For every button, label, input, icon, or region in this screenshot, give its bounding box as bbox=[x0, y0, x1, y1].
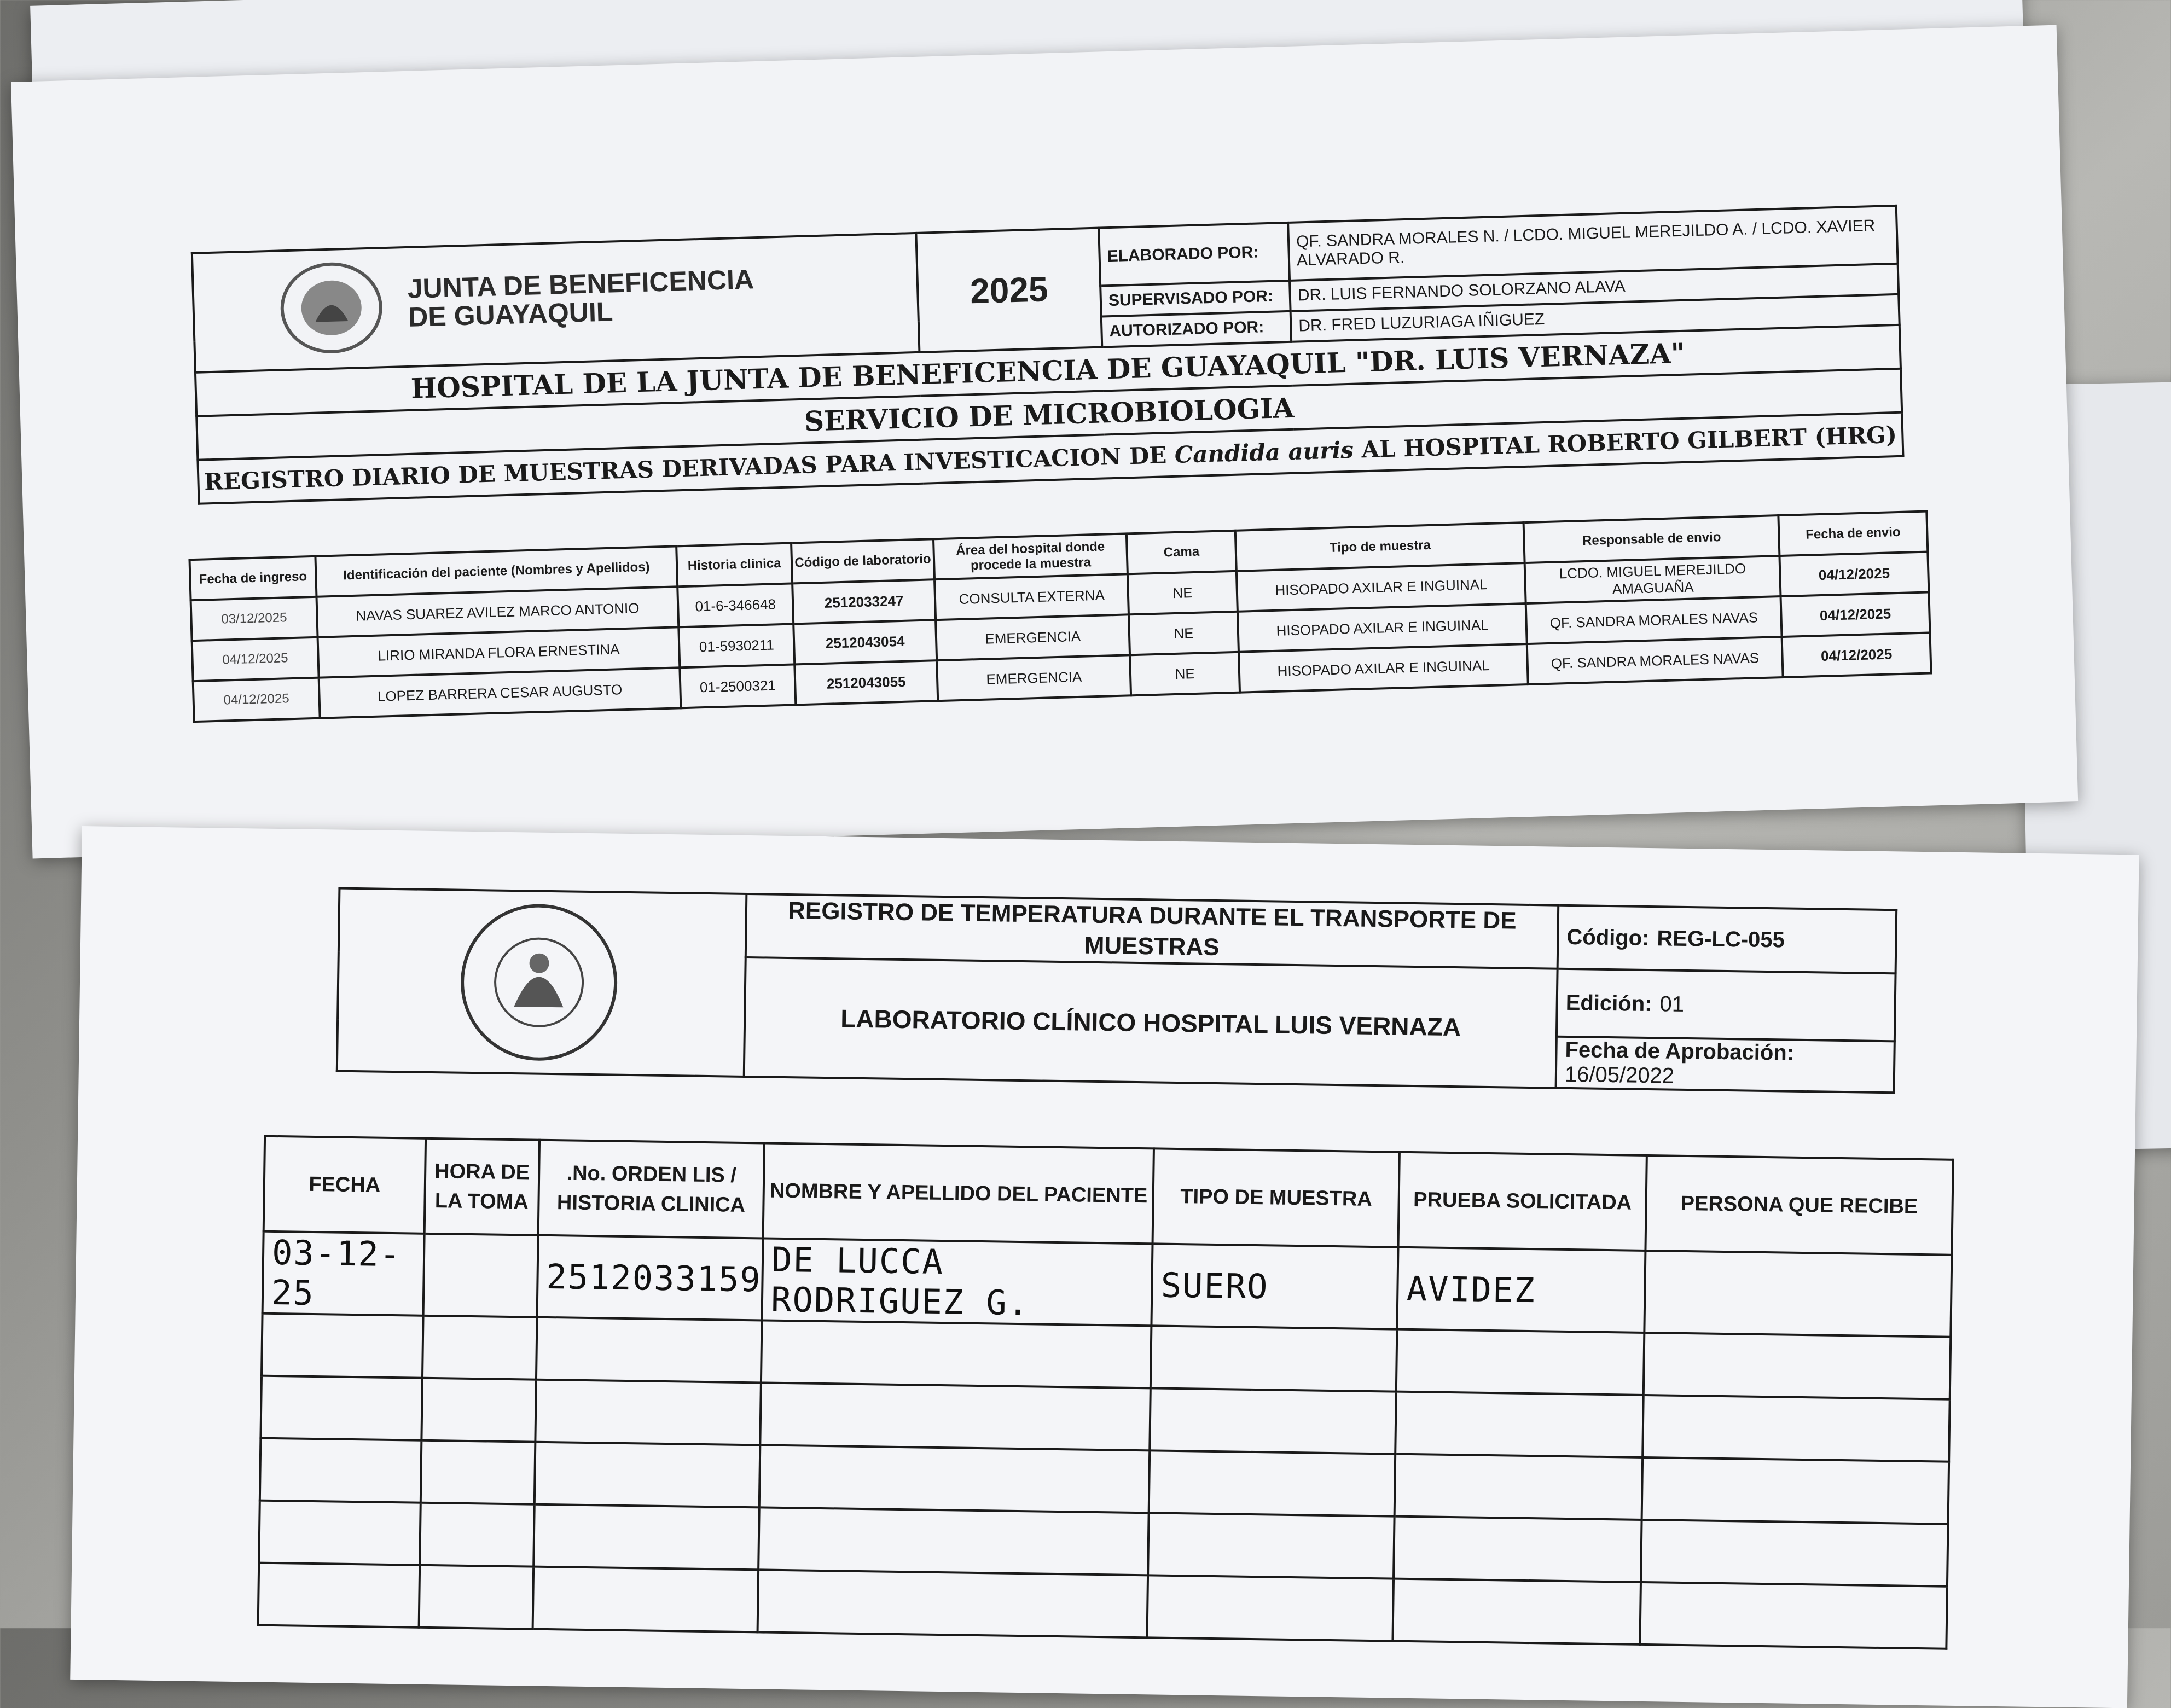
empty-cell bbox=[1149, 1450, 1396, 1516]
table-cell: 2512043055 bbox=[794, 660, 938, 705]
table-cell: 01-2500321 bbox=[680, 664, 796, 708]
beneficencia-seal-icon bbox=[453, 897, 625, 1068]
empty-cell bbox=[422, 1316, 537, 1380]
empty-cell bbox=[1641, 1457, 1949, 1524]
samples-col-header: Responsable de envio bbox=[1524, 515, 1780, 563]
empty-cell bbox=[421, 1378, 536, 1442]
samples-col-header: Código de laboratorio bbox=[791, 539, 935, 583]
temperature-form-header bbox=[336, 887, 1897, 1094]
table-cell: QF. SANDRA MORALES NAVAS bbox=[1526, 596, 1782, 644]
register-title: REGISTRO DIARIO DE MUESTRAS DERIVADAS PARA INVESTICACION DE Candida auris AL HOSPITAL ROBERTO GILBERT (HRG) bbox=[198, 413, 1903, 504]
empty-cell bbox=[758, 1507, 1149, 1575]
table-cell: QF. SANDRA MORALES NAVAS bbox=[1527, 637, 1783, 684]
fecha-aprobacion-value: 16/05/2022 bbox=[1564, 1062, 1675, 1088]
seal-block bbox=[337, 888, 747, 1077]
handwritten-cell: SUERO bbox=[1152, 1244, 1398, 1329]
empty-cell bbox=[1394, 1517, 1641, 1582]
empty-cell bbox=[419, 1565, 533, 1629]
table-cell: EMERGENCIA bbox=[936, 614, 1130, 660]
table-cell: LIRIO MIRANDA FLORA ERNESTINA bbox=[317, 627, 680, 677]
empty-cell bbox=[260, 1438, 421, 1503]
species-name: Candida auris bbox=[1174, 436, 1354, 468]
temperature-col-header: TIPO DE MUESTRA bbox=[1153, 1148, 1400, 1247]
top-form-header bbox=[191, 205, 1905, 505]
table-cell: HISOPADO AXILAR E INGUINAL bbox=[1239, 644, 1528, 693]
edicion-value: 01 bbox=[1659, 991, 1685, 1016]
beneficencia-seal-icon bbox=[275, 260, 387, 356]
samples-col-header: Fecha de ingreso bbox=[190, 556, 317, 600]
empty-cell bbox=[259, 1501, 420, 1565]
empty-cell bbox=[1641, 1520, 1948, 1587]
supervisado-value: DR. LUIS FERNANDO SOLORZANO ALAVA bbox=[1290, 264, 1899, 311]
temperature-col-header: PRUEBA SOLICITADA bbox=[1398, 1152, 1647, 1251]
table-cell: HISOPADO AXILAR E INGUINAL bbox=[1237, 563, 1526, 612]
temperature-form-title: REGISTRO DE TEMPERATURA DURANTE EL TRANSPORTE DE MUESTRAS bbox=[746, 894, 1558, 969]
temperature-col-header: HORA DE LA TOMA bbox=[425, 1138, 539, 1235]
empty-cell bbox=[258, 1563, 420, 1628]
table-cell: 2512043054 bbox=[793, 620, 937, 664]
handwritten-cell: DE LUCCA RODRIGUEZ G. bbox=[762, 1238, 1153, 1326]
samples-col-header: Tipo de muestra bbox=[1235, 522, 1525, 571]
empty-cell bbox=[1147, 1575, 1394, 1641]
table-cell: 04/12/2025 bbox=[1781, 592, 1930, 637]
codigo-cell: Código: REG-LC-055 bbox=[1558, 905, 1897, 974]
org-name-line2: DE GUAYAQUIL bbox=[408, 296, 614, 333]
table-cell: LOPEZ BARRERA CESAR AUGUSTO bbox=[318, 667, 681, 718]
table-cell: CONSULTA EXTERNA bbox=[934, 574, 1129, 620]
elaborado-value: QF. SANDRA MORALES N. / LCDO. MIGUEL MEREJILDO A. / LCDO. XAVIER ALVARADO R. bbox=[1288, 206, 1898, 281]
table-cell: 01-5930211 bbox=[679, 624, 794, 667]
table-cell: 04/12/2025 bbox=[1780, 552, 1929, 597]
org-name-line1: JUNTA DE BENEFICENCIA bbox=[407, 264, 754, 304]
handwritten-cell: 03-12-25 bbox=[263, 1231, 425, 1316]
samples-col-header: Área del hospital donde procede la muestra bbox=[933, 533, 1128, 579]
temperature-col-header: NOMBRE Y APELLIDO DEL PACIENTE bbox=[763, 1143, 1154, 1244]
empty-cell bbox=[758, 1570, 1148, 1637]
codigo-value: REG-LC-055 bbox=[1657, 926, 1785, 952]
autorizado-label: AUTORIZADO POR: bbox=[1101, 311, 1291, 347]
empty-cell bbox=[761, 1382, 1151, 1450]
empty-cell bbox=[1396, 1392, 1644, 1457]
samples-col-header: Historia clinica bbox=[677, 543, 792, 587]
samples-table bbox=[188, 510, 1932, 723]
temperature-col-header: FECHA bbox=[264, 1136, 426, 1234]
service-title: SERVICIO DE MICROBIOLOGIA bbox=[196, 369, 1902, 460]
temperature-log-table bbox=[257, 1135, 1954, 1650]
empty-cell bbox=[1643, 1333, 1951, 1399]
hospital-title: HOSPITAL DE LA JUNTA DE BENEFICENCIA DE GUAYAQUIL "DR. LUIS VERNAZA" bbox=[195, 325, 1901, 416]
fecha-aprobacion-cell: Fecha de Aprobación: 16/05/2022 bbox=[1556, 1037, 1895, 1093]
temperature-col-header: PERSONA QUE RECIBE bbox=[1645, 1155, 1953, 1255]
table-cell: 01-6-346648 bbox=[678, 583, 793, 627]
table-cell: HISOPADO AXILAR E INGUINAL bbox=[1238, 603, 1527, 652]
handwritten-cell bbox=[1644, 1251, 1952, 1337]
empty-cell bbox=[1640, 1582, 1947, 1649]
table-cell: NE bbox=[1128, 571, 1238, 615]
handwritten-cell: 2512033159 bbox=[537, 1235, 763, 1321]
empty-cell bbox=[536, 1317, 762, 1383]
autorizado-value: DR. FRED LUZURIAGA IÑIGUEZ bbox=[1291, 294, 1900, 342]
empty-cell bbox=[1642, 1395, 1950, 1462]
org-logo-block bbox=[192, 233, 920, 373]
table-cell: 04/12/2025 bbox=[192, 637, 319, 681]
empty-cell bbox=[535, 1380, 761, 1445]
samples-col-header: Cama bbox=[1127, 531, 1237, 574]
table-cell: 04/12/2025 bbox=[1782, 632, 1931, 677]
empty-cell bbox=[759, 1445, 1150, 1513]
table-cell: LCDO. MIGUEL MEREJILDO AMAGUAÑA bbox=[1525, 556, 1781, 603]
elaborado-label: ELABORADO POR: bbox=[1099, 223, 1290, 286]
table-cell: 04/12/2025 bbox=[193, 678, 320, 722]
empty-cell bbox=[260, 1376, 422, 1440]
table-cell: NAVAS SUAREZ AVILEZ MARCO ANTONIO bbox=[316, 586, 678, 637]
empty-cell bbox=[535, 1442, 761, 1508]
empty-cell bbox=[1396, 1329, 1644, 1395]
empty-cell bbox=[420, 1503, 535, 1567]
empty-cell bbox=[532, 1567, 758, 1633]
handwritten-cell bbox=[423, 1234, 538, 1317]
empty-cell bbox=[1395, 1454, 1642, 1520]
table-cell: NE bbox=[1130, 652, 1240, 696]
temperature-col-header: .No. ORDEN LIS / HISTORIA CLINICA bbox=[538, 1140, 765, 1239]
empty-cell bbox=[421, 1440, 536, 1504]
table-cell: NE bbox=[1129, 612, 1239, 655]
empty-cell bbox=[761, 1320, 1152, 1388]
empty-cell bbox=[1148, 1513, 1395, 1578]
empty-cell bbox=[1393, 1579, 1641, 1645]
top-form-sheet bbox=[11, 25, 2078, 859]
lab-title: LABORATORIO CLÍNICO HOSPITAL LUIS VERNAZA bbox=[744, 957, 1558, 1088]
empty-cell bbox=[533, 1504, 759, 1570]
table-cell: 03/12/2025 bbox=[191, 597, 318, 641]
empty-cell bbox=[1150, 1388, 1397, 1454]
supervisado-label: SUPERVISADO POR: bbox=[1100, 281, 1290, 317]
bottom-form-sheet bbox=[70, 826, 2139, 1708]
table-cell: EMERGENCIA bbox=[937, 655, 1131, 701]
table-cell: 2512033247 bbox=[792, 579, 936, 624]
handwritten-cell: AVIDEZ bbox=[1397, 1247, 1645, 1333]
samples-col-header: Fecha de envio bbox=[1779, 512, 1928, 556]
empty-cell bbox=[262, 1314, 423, 1378]
empty-cell bbox=[1151, 1326, 1397, 1391]
edicion-cell: Edición: 01 bbox=[1557, 969, 1896, 1042]
form-year: 2025 bbox=[916, 228, 1102, 352]
samples-col-header: Identificación del paciente (Nombres y Apellidos) bbox=[315, 546, 677, 596]
